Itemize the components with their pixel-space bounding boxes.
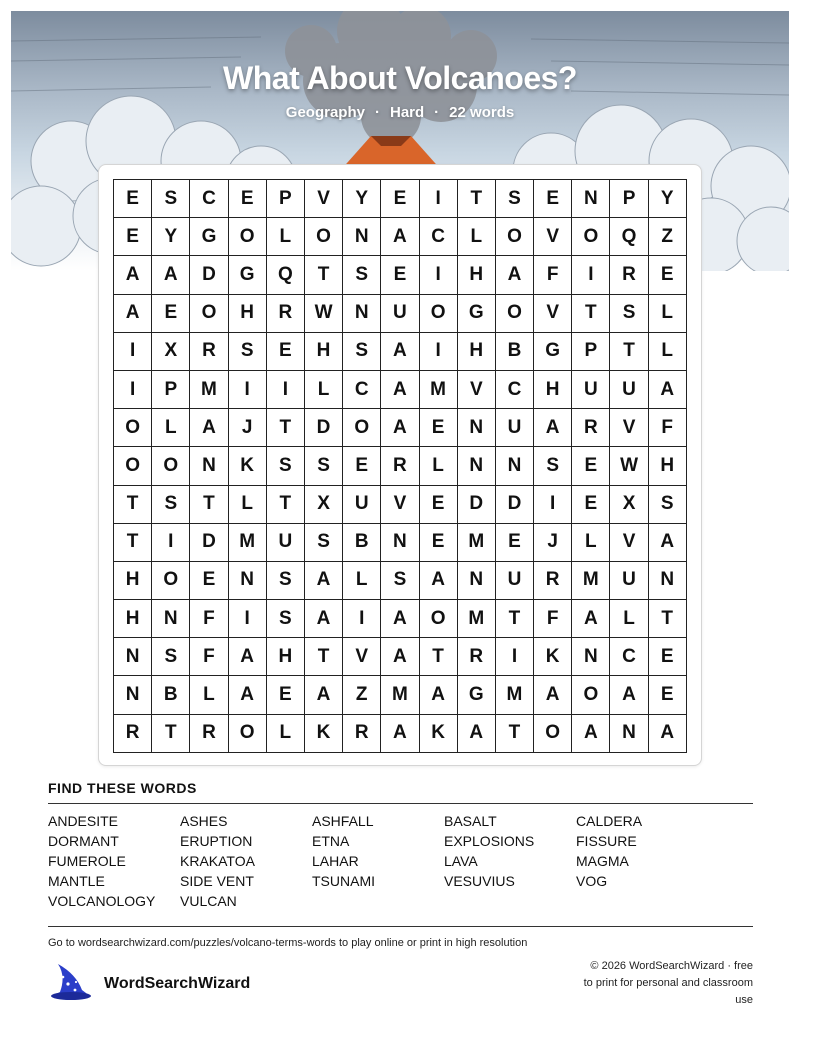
grid-cell: Q: [610, 218, 648, 256]
grid-cell: I: [534, 486, 572, 524]
grid-cell: R: [267, 295, 305, 333]
grid-cell: H: [458, 333, 496, 371]
grid-cell: E: [420, 524, 458, 562]
grid-cell: K: [420, 715, 458, 753]
word-item: ERUPTION: [180, 833, 253, 849]
grid-cell: T: [190, 486, 228, 524]
grid-cell: N: [229, 562, 267, 600]
word-item: LAHAR: [312, 853, 359, 869]
grid-cell: N: [496, 447, 534, 485]
grid-cell: P: [267, 180, 305, 218]
grid-cell: O: [496, 295, 534, 333]
grid-cell: V: [343, 638, 381, 676]
grid-cell: S: [152, 638, 190, 676]
grid-cell: A: [572, 715, 610, 753]
grid-cell: U: [343, 486, 381, 524]
grid-cell: L: [305, 371, 343, 409]
grid-cell: S: [381, 562, 419, 600]
grid-cell: R: [343, 715, 381, 753]
footer-divider: [48, 926, 753, 927]
grid-cell: T: [152, 715, 190, 753]
grid-cell: R: [572, 409, 610, 447]
grid-cell: C: [343, 371, 381, 409]
grid-cell: B: [343, 524, 381, 562]
grid-cell: N: [572, 638, 610, 676]
grid-cell: R: [114, 715, 152, 753]
grid-cell: M: [381, 676, 419, 714]
word-item: MANTLE: [48, 873, 105, 889]
word-item: CALDERA: [576, 813, 643, 829]
grid-cell: A: [458, 715, 496, 753]
grid-cell: E: [420, 409, 458, 447]
grid-cell: S: [343, 256, 381, 294]
grid-cell: A: [381, 600, 419, 638]
grid-cell: S: [534, 447, 572, 485]
grid-cell: D: [190, 524, 228, 562]
grid-cell: N: [458, 447, 496, 485]
word-item: DORMANT: [48, 833, 119, 849]
grid-cell: Y: [649, 180, 687, 218]
grid-cell: L: [267, 218, 305, 256]
grid-cell: A: [381, 333, 419, 371]
grid-cell: V: [610, 409, 648, 447]
grid-cell: E: [381, 180, 419, 218]
grid-cell: H: [267, 638, 305, 676]
grid-cell: G: [458, 676, 496, 714]
grid-cell: G: [190, 218, 228, 256]
grid-cell: R: [190, 333, 228, 371]
grid-cell: L: [420, 447, 458, 485]
grid-cell: S: [152, 486, 190, 524]
grid-cell: M: [496, 676, 534, 714]
grid-cell: L: [572, 524, 610, 562]
grid-cell: T: [458, 180, 496, 218]
grid-cell: N: [649, 562, 687, 600]
grid-cell: H: [114, 562, 152, 600]
grid-cell: P: [610, 180, 648, 218]
grid-cell: F: [649, 409, 687, 447]
puzzle-meta: [0, 104, 800, 121]
grid-cell: A: [305, 600, 343, 638]
grid-cell: T: [496, 600, 534, 638]
grid-cell: G: [458, 295, 496, 333]
grid-cell: A: [114, 256, 152, 294]
grid-cell: I: [420, 333, 458, 371]
grid-cell: F: [534, 600, 572, 638]
grid-cell: O: [305, 218, 343, 256]
meta-separator: ·: [374, 104, 380, 121]
grid-cell: E: [267, 676, 305, 714]
grid-cell: I: [420, 256, 458, 294]
grid-cell: E: [534, 180, 572, 218]
grid-cell: N: [572, 180, 610, 218]
word-item: VULCAN: [180, 893, 237, 909]
grid-cell: I: [572, 256, 610, 294]
grid-cell: K: [534, 638, 572, 676]
grid-cell: E: [649, 256, 687, 294]
grid-cell: T: [267, 409, 305, 447]
grid-cell: U: [496, 562, 534, 600]
grid-cell: A: [572, 600, 610, 638]
grid-cell: A: [649, 371, 687, 409]
grid-cell: A: [496, 256, 534, 294]
grid-cell: O: [572, 676, 610, 714]
grid-cell: V: [534, 218, 572, 256]
grid-cell: S: [305, 447, 343, 485]
grid-cell: A: [610, 676, 648, 714]
grid-cell: J: [229, 409, 267, 447]
grid-cell: M: [229, 524, 267, 562]
grid-cell: T: [114, 524, 152, 562]
grid-cell: L: [190, 676, 228, 714]
grid-cell: O: [534, 715, 572, 753]
grid-cell: R: [534, 562, 572, 600]
grid-cell: D: [458, 486, 496, 524]
grid-cell: O: [496, 218, 534, 256]
word-item: SIDE VENT: [180, 873, 254, 889]
grid-cell: A: [381, 638, 419, 676]
word-list-heading: FIND THESE WORDS: [48, 780, 753, 804]
grid-cell: U: [381, 295, 419, 333]
grid-cell: L: [267, 715, 305, 753]
grid-cell: H: [458, 256, 496, 294]
grid-cell: A: [534, 409, 572, 447]
grid-cell: T: [496, 715, 534, 753]
grid-cell: I: [152, 524, 190, 562]
grid-cell: O: [420, 600, 458, 638]
word-item: ASHES: [180, 813, 228, 829]
grid-cell: L: [343, 562, 381, 600]
word-item: ASHFALL: [312, 813, 374, 829]
grid-cell: R: [381, 447, 419, 485]
word-item: KRAKATOA: [180, 853, 255, 869]
grid-cell: X: [152, 333, 190, 371]
word-item: LAVA: [444, 853, 478, 869]
grid-cell: N: [114, 638, 152, 676]
grid-cell: O: [114, 447, 152, 485]
grid-cell: V: [305, 180, 343, 218]
grid-cell: S: [343, 333, 381, 371]
grid-cell: N: [458, 409, 496, 447]
grid-cell: S: [267, 600, 305, 638]
grid-cell: A: [534, 676, 572, 714]
word-count-label: 22 words: [449, 104, 515, 121]
grid-cell: L: [229, 486, 267, 524]
grid-cell: R: [458, 638, 496, 676]
grid-cell: L: [610, 600, 648, 638]
grid-cell: A: [649, 524, 687, 562]
word-item: FISSURE: [576, 833, 637, 849]
grid-cell: A: [649, 715, 687, 753]
grid-cell: A: [420, 676, 458, 714]
letter-grid: [113, 179, 687, 753]
grid-cell: U: [610, 371, 648, 409]
grid-cell: C: [610, 638, 648, 676]
grid-cell: J: [534, 524, 572, 562]
grid-cell: F: [534, 256, 572, 294]
grid-cell: I: [114, 333, 152, 371]
grid-cell: A: [229, 638, 267, 676]
grid-cell: E: [381, 256, 419, 294]
grid-cell: D: [496, 486, 534, 524]
grid-cell: M: [458, 600, 496, 638]
grid-cell: X: [305, 486, 343, 524]
subject-label: Geography: [285, 104, 365, 121]
grid-cell: V: [381, 486, 419, 524]
grid-cell: E: [649, 638, 687, 676]
grid-cell: E: [343, 447, 381, 485]
grid-cell: E: [649, 676, 687, 714]
grid-cell: I: [114, 371, 152, 409]
grid-cell: E: [572, 486, 610, 524]
grid-cell: C: [420, 218, 458, 256]
grid-cell: G: [534, 333, 572, 371]
grid-cell: Y: [152, 218, 190, 256]
grid-cell: R: [190, 715, 228, 753]
grid-cell: P: [152, 371, 190, 409]
grid-cell: E: [267, 333, 305, 371]
grid-cell: T: [572, 295, 610, 333]
grid-cell: U: [267, 524, 305, 562]
grid-cell: T: [305, 256, 343, 294]
grid-cell: E: [420, 486, 458, 524]
grid-cell: E: [114, 218, 152, 256]
grid-cell: O: [114, 409, 152, 447]
word-item: ANDESITE: [48, 813, 119, 829]
grid-cell: L: [152, 409, 190, 447]
grid-cell: P: [572, 333, 610, 371]
grid-cell: D: [305, 409, 343, 447]
grid-cell: S: [229, 333, 267, 371]
grid-cell: T: [420, 638, 458, 676]
grid-cell: A: [381, 715, 419, 753]
wizard-hat-icon: [48, 962, 92, 1007]
grid-cell: N: [343, 218, 381, 256]
grid-cell: O: [190, 295, 228, 333]
grid-cell: U: [610, 562, 648, 600]
grid-cell: D: [190, 256, 228, 294]
brand-name: WordSearchWizard: [104, 975, 251, 992]
grid-cell: O: [229, 715, 267, 753]
grid-cell: O: [152, 447, 190, 485]
grid-cell: H: [534, 371, 572, 409]
grid-cell: A: [420, 562, 458, 600]
grid-cell: S: [496, 180, 534, 218]
grid-cell: O: [229, 218, 267, 256]
grid-cell: T: [114, 486, 152, 524]
grid-cell: N: [190, 447, 228, 485]
grid-cell: E: [229, 180, 267, 218]
word-item: VOLCANOLOGY: [48, 893, 156, 909]
grid-cell: I: [267, 371, 305, 409]
grid-cell: A: [305, 676, 343, 714]
grid-cell: A: [381, 371, 419, 409]
grid-cell: H: [114, 600, 152, 638]
word-item: MAGMA: [576, 853, 629, 869]
grid-cell: M: [572, 562, 610, 600]
grid-cell: T: [305, 638, 343, 676]
page-title: What About Volcanoes?: [223, 60, 577, 96]
brand-block: [48, 964, 250, 1004]
grid-cell: N: [152, 600, 190, 638]
grid-cell: E: [114, 180, 152, 218]
grid-cell: L: [649, 295, 687, 333]
grid-cell: I: [229, 371, 267, 409]
grid-cell: S: [649, 486, 687, 524]
grid-cell: G: [229, 256, 267, 294]
grid-cell: Z: [649, 218, 687, 256]
grid-cell: F: [190, 638, 228, 676]
grid-cell: S: [305, 524, 343, 562]
grid-cell: V: [534, 295, 572, 333]
grid-cell: N: [114, 676, 152, 714]
grid-cell: I: [496, 638, 534, 676]
grid-cell: O: [343, 409, 381, 447]
grid-cell: E: [496, 524, 534, 562]
grid-cell: B: [152, 676, 190, 714]
grid-cell: N: [343, 295, 381, 333]
meta-separator: ·: [434, 104, 440, 121]
grid-cell: H: [229, 295, 267, 333]
grid-cell: O: [152, 562, 190, 600]
grid-cell: I: [420, 180, 458, 218]
grid-cell: F: [190, 600, 228, 638]
grid-cell: A: [229, 676, 267, 714]
grid-cell: I: [343, 600, 381, 638]
grid-cell: E: [152, 295, 190, 333]
grid-cell: E: [572, 447, 610, 485]
word-item: BASALT: [444, 813, 497, 829]
grid-cell: T: [610, 333, 648, 371]
word-item: EXPLOSIONS: [444, 833, 535, 849]
difficulty-label: Hard: [389, 104, 425, 121]
grid-cell: U: [572, 371, 610, 409]
grid-cell: A: [114, 295, 152, 333]
grid-cell: I: [229, 600, 267, 638]
grid-cell: L: [458, 218, 496, 256]
footer-note: Go to wordsearchwizard.com/puzzles/volcano-terms-words to play online or print in high resolution: [48, 937, 528, 949]
grid-cell: W: [305, 295, 343, 333]
word-item: VOG: [576, 873, 608, 889]
grid-cell: M: [420, 371, 458, 409]
grid-cell: A: [305, 562, 343, 600]
grid-cell: C: [190, 180, 228, 218]
grid-cell: T: [649, 600, 687, 638]
word-item: ETNA: [312, 833, 350, 849]
grid-cell: H: [649, 447, 687, 485]
grid-cell: O: [420, 295, 458, 333]
grid-cell: Q: [267, 256, 305, 294]
grid-cell: R: [610, 256, 648, 294]
grid-cell: N: [381, 524, 419, 562]
grid-cell: O: [572, 218, 610, 256]
grid-cell: A: [152, 256, 190, 294]
grid-cell: S: [267, 562, 305, 600]
grid-cell: H: [305, 333, 343, 371]
grid-cell: V: [610, 524, 648, 562]
grid-cell: Y: [343, 180, 381, 218]
copyright-notice: © 2026 WordSearchWizard · free to print for personal and classroom use: [583, 960, 753, 1006]
word-list: [48, 813, 753, 913]
grid-cell: A: [190, 409, 228, 447]
grid-cell: Z: [343, 676, 381, 714]
grid-cell: X: [610, 486, 648, 524]
grid-cell: M: [458, 524, 496, 562]
grid-cell: S: [152, 180, 190, 218]
word-item: FUMEROLE: [48, 853, 126, 869]
grid-cell: N: [458, 562, 496, 600]
grid-cell: K: [229, 447, 267, 485]
word-item: VESUVIUS: [444, 873, 515, 889]
grid-cell: E: [190, 562, 228, 600]
grid-cell: N: [610, 715, 648, 753]
grid-cell: C: [496, 371, 534, 409]
grid-cell: V: [458, 371, 496, 409]
grid-cell: B: [496, 333, 534, 371]
grid-cell: M: [190, 371, 228, 409]
grid-cell: A: [381, 218, 419, 256]
grid-cell: S: [610, 295, 648, 333]
grid-cell: T: [267, 486, 305, 524]
grid-cell: S: [267, 447, 305, 485]
grid-cell: W: [610, 447, 648, 485]
word-item: TSUNAMI: [312, 873, 375, 889]
grid-cell: U: [496, 409, 534, 447]
grid-cell: K: [305, 715, 343, 753]
grid-cell: A: [381, 409, 419, 447]
grid-cell: L: [649, 333, 687, 371]
